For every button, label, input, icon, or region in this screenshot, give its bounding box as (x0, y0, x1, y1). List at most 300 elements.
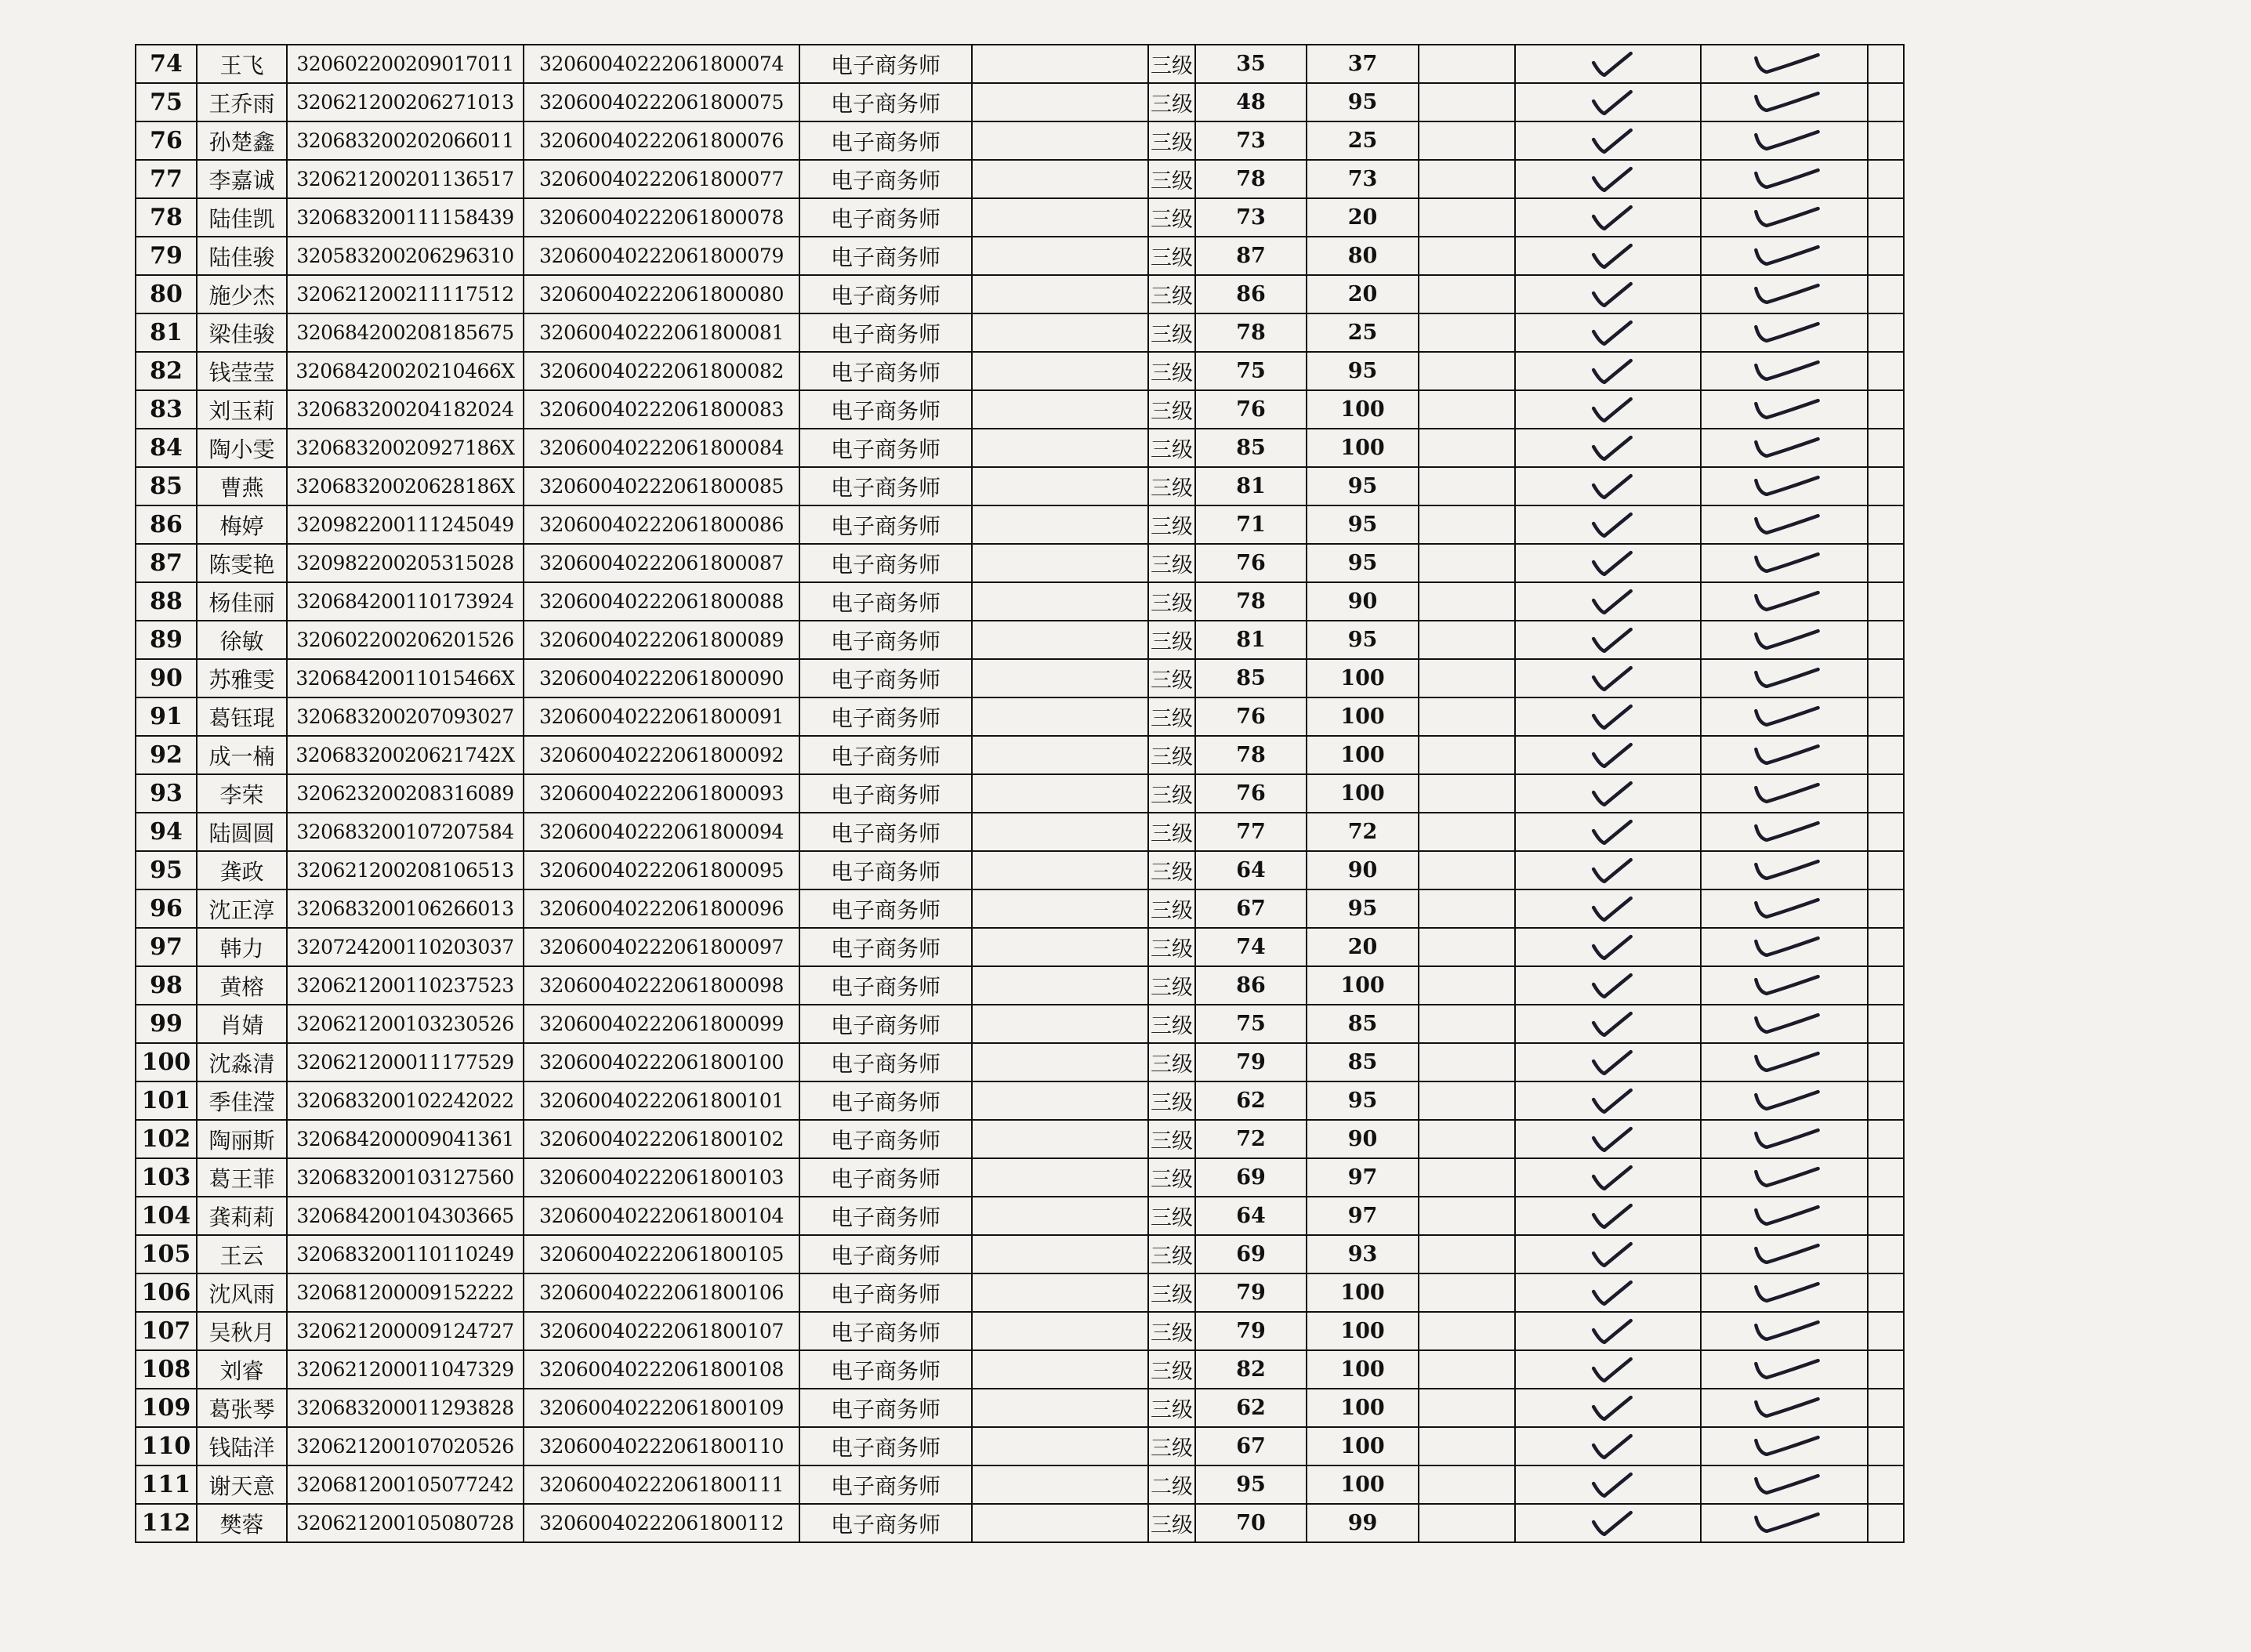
table-row (136, 1120, 1904, 1158)
skill-score-cell: 100 (1307, 390, 1419, 429)
check-cell (1515, 621, 1701, 659)
table-row (136, 1158, 1904, 1197)
handwritten-check-icon (1702, 45, 1867, 82)
check-cell (1515, 352, 1701, 390)
blank-cell (1868, 1235, 1904, 1273)
certificate-number-cell: 32060040222061800096 (524, 889, 799, 928)
check-cell (1701, 774, 1868, 813)
blank-cell (972, 1005, 1148, 1043)
check-cell (1701, 352, 1868, 390)
handwritten-check-icon (1702, 1082, 1867, 1119)
serial-number-cell: 81 (136, 313, 197, 352)
check-cell (1515, 1273, 1701, 1312)
check-cell (1515, 582, 1701, 621)
handwritten-check-icon (1702, 314, 1867, 351)
handwritten-check-icon (1702, 545, 1867, 581)
theory-score-cell: 69 (1195, 1235, 1307, 1273)
handwritten-check-icon (1516, 1466, 1700, 1503)
level-cell: 三级 (1148, 237, 1195, 275)
blank-cell (1419, 121, 1515, 160)
blank-cell (972, 390, 1148, 429)
theory-score-cell: 76 (1195, 774, 1307, 813)
theory-score-cell: 79 (1195, 1273, 1307, 1312)
occupation-cell: 电子商务师 (799, 198, 972, 237)
check-cell (1701, 697, 1868, 736)
serial-number-cell: 88 (136, 582, 197, 621)
theory-score-cell: 67 (1195, 1427, 1307, 1465)
blank-cell (1868, 851, 1904, 889)
blank-cell (1868, 1389, 1904, 1427)
serial-number-cell: 112 (136, 1504, 197, 1542)
theory-score-cell: 78 (1195, 582, 1307, 621)
skill-score-cell: 99 (1307, 1504, 1419, 1542)
name-cell: 葛王菲 (197, 1158, 287, 1197)
blank-cell (972, 1312, 1148, 1350)
blank-cell (1868, 1197, 1904, 1235)
id-number-cell: 320621200011177529 (287, 1043, 524, 1081)
certificate-number-cell: 32060040222061800110 (524, 1427, 799, 1465)
blank-cell (1419, 1158, 1515, 1197)
skill-score-cell: 100 (1307, 1389, 1419, 1427)
id-number-cell: 320621200110237523 (287, 966, 524, 1005)
table-row (136, 1043, 1904, 1081)
handwritten-check-icon (1702, 1121, 1867, 1157)
table-row (136, 1350, 1904, 1389)
name-cell: 陶丽斯 (197, 1120, 287, 1158)
table-row (136, 390, 1904, 429)
skill-score-cell: 95 (1307, 467, 1419, 505)
name-cell: 王云 (197, 1235, 287, 1273)
level-cell: 三级 (1148, 966, 1195, 1005)
certificate-number-cell: 32060040222061800080 (524, 275, 799, 313)
table-row (136, 697, 1904, 736)
level-cell: 三级 (1148, 1197, 1195, 1235)
name-cell: 陆佳凯 (197, 198, 287, 237)
certificate-number-cell: 32060040222061800091 (524, 697, 799, 736)
level-cell: 三级 (1148, 121, 1195, 160)
handwritten-check-icon (1516, 199, 1700, 236)
blank-cell (1419, 1389, 1515, 1427)
certificate-number-cell: 32060040222061800111 (524, 1465, 799, 1504)
blank-cell (972, 121, 1148, 160)
id-number-cell: 320683200202066011 (287, 121, 524, 160)
table-row (136, 45, 1904, 83)
table-row (136, 429, 1904, 467)
id-number-cell: 320602200206201526 (287, 621, 524, 659)
table-row (136, 275, 1904, 313)
name-cell: 曹燕 (197, 467, 287, 505)
check-cell (1701, 45, 1868, 83)
id-number-cell: 320621200105080728 (287, 1504, 524, 1542)
level-cell: 三级 (1148, 1235, 1195, 1273)
handwritten-check-icon (1702, 698, 1867, 735)
occupation-cell: 电子商务师 (799, 928, 972, 966)
handwritten-check-icon (1702, 506, 1867, 543)
id-number-cell: 320681200105077242 (287, 1465, 524, 1504)
certificate-number-cell: 32060040222061800093 (524, 774, 799, 813)
blank-cell (972, 697, 1148, 736)
serial-number-cell: 104 (136, 1197, 197, 1235)
blank-cell (1868, 1427, 1904, 1465)
id-number-cell: 320621200011047329 (287, 1350, 524, 1389)
blank-cell (1868, 390, 1904, 429)
certificate-number-cell: 32060040222061800100 (524, 1043, 799, 1081)
level-cell: 三级 (1148, 352, 1195, 390)
level-cell: 三级 (1148, 390, 1195, 429)
certificate-number-cell: 32060040222061800085 (524, 467, 799, 505)
level-cell: 三级 (1148, 313, 1195, 352)
table-row (136, 1427, 1904, 1465)
check-cell (1701, 1120, 1868, 1158)
handwritten-check-icon (1702, 813, 1867, 850)
name-cell: 沈淼清 (197, 1043, 287, 1081)
check-cell (1515, 45, 1701, 83)
check-cell (1515, 313, 1701, 352)
occupation-cell: 电子商务师 (799, 697, 972, 736)
blank-cell (972, 275, 1148, 313)
certificate-number-cell: 32060040222061800075 (524, 83, 799, 121)
serial-number-cell: 92 (136, 736, 197, 774)
serial-number-cell: 93 (136, 774, 197, 813)
check-cell (1701, 1235, 1868, 1273)
id-number-cell: 320684200009041361 (287, 1120, 524, 1158)
level-cell: 三级 (1148, 1312, 1195, 1350)
check-cell (1701, 1043, 1868, 1081)
blank-cell (1868, 505, 1904, 544)
id-number-cell: 320621200208106513 (287, 851, 524, 889)
blank-cell (972, 1081, 1148, 1120)
id-number-cell: 320683200103127560 (287, 1158, 524, 1197)
occupation-cell: 电子商务师 (799, 1043, 972, 1081)
handwritten-check-icon (1516, 545, 1700, 581)
check-cell (1701, 1273, 1868, 1312)
serial-number-cell: 77 (136, 160, 197, 198)
blank-cell (1868, 544, 1904, 582)
level-cell: 三级 (1148, 889, 1195, 928)
certificate-number-cell: 32060040222061800087 (524, 544, 799, 582)
id-number-cell: 32068420011015466X (287, 659, 524, 697)
handwritten-check-icon (1702, 84, 1867, 121)
blank-cell (1419, 467, 1515, 505)
check-cell (1515, 966, 1701, 1005)
blank-cell (1868, 1005, 1904, 1043)
serial-number-cell: 103 (136, 1158, 197, 1197)
skill-score-cell: 100 (1307, 1312, 1419, 1350)
occupation-cell: 电子商务师 (799, 352, 972, 390)
blank-cell (972, 45, 1148, 83)
blank-cell (1419, 390, 1515, 429)
theory-score-cell: 78 (1195, 313, 1307, 352)
check-cell (1701, 659, 1868, 697)
level-cell: 三级 (1148, 83, 1195, 121)
handwritten-check-icon (1702, 276, 1867, 313)
certificate-number-cell: 32060040222061800076 (524, 121, 799, 160)
theory-score-cell: 79 (1195, 1312, 1307, 1350)
handwritten-check-icon (1516, 583, 1700, 620)
handwritten-check-icon (1516, 967, 1700, 1004)
certificate-number-cell: 32060040222061800090 (524, 659, 799, 697)
table-row (136, 1197, 1904, 1235)
skill-score-cell: 95 (1307, 83, 1419, 121)
blank-cell (1868, 429, 1904, 467)
id-number-cell: 320683200111158439 (287, 198, 524, 237)
level-cell: 三级 (1148, 1081, 1195, 1120)
theory-score-cell: 74 (1195, 928, 1307, 966)
table-row (136, 544, 1904, 582)
handwritten-check-icon (1702, 1351, 1867, 1388)
blank-cell (972, 659, 1148, 697)
handwritten-check-icon (1516, 122, 1700, 159)
name-cell: 陈雯艳 (197, 544, 287, 582)
name-cell: 杨佳丽 (197, 582, 287, 621)
level-cell: 三级 (1148, 813, 1195, 851)
level-cell: 三级 (1148, 1043, 1195, 1081)
handwritten-check-icon (1702, 1236, 1867, 1273)
skill-score-cell: 95 (1307, 1081, 1419, 1120)
check-cell (1701, 1465, 1868, 1504)
name-cell: 葛钰琨 (197, 697, 287, 736)
blank-cell (1419, 352, 1515, 390)
blank-cell (972, 313, 1148, 352)
handwritten-check-icon (1516, 890, 1700, 927)
id-number-cell: 320621200107020526 (287, 1427, 524, 1465)
check-cell (1515, 160, 1701, 198)
certificate-number-cell: 32060040222061800094 (524, 813, 799, 851)
blank-cell (972, 1158, 1148, 1197)
blank-cell (1868, 697, 1904, 736)
table-row (136, 467, 1904, 505)
name-cell: 王乔雨 (197, 83, 287, 121)
theory-score-cell: 69 (1195, 1158, 1307, 1197)
handwritten-check-icon (1516, 1389, 1700, 1426)
occupation-cell: 电子商务师 (799, 237, 972, 275)
level-cell: 三级 (1148, 621, 1195, 659)
handwritten-check-icon (1702, 1197, 1867, 1234)
check-cell (1515, 1465, 1701, 1504)
certificate-number-cell: 32060040222061800098 (524, 966, 799, 1005)
table-row (136, 237, 1904, 275)
blank-cell (1868, 1158, 1904, 1197)
blank-cell (972, 1427, 1148, 1465)
serial-number-cell: 105 (136, 1235, 197, 1273)
check-cell (1515, 928, 1701, 966)
check-cell (1701, 621, 1868, 659)
blank-cell (972, 1043, 1148, 1081)
table-row (136, 1465, 1904, 1504)
name-cell: 成一楠 (197, 736, 287, 774)
blank-cell (1419, 1235, 1515, 1273)
theory-score-cell: 75 (1195, 352, 1307, 390)
check-cell (1515, 1120, 1701, 1158)
check-cell (1701, 160, 1868, 198)
theory-score-cell: 73 (1195, 198, 1307, 237)
skill-score-cell: 73 (1307, 160, 1419, 198)
check-cell (1515, 1427, 1701, 1465)
theory-score-cell: 78 (1195, 736, 1307, 774)
check-cell (1515, 505, 1701, 544)
blank-cell (1419, 45, 1515, 83)
skill-score-cell: 100 (1307, 1427, 1419, 1465)
check-cell (1701, 1005, 1868, 1043)
table-row (136, 1389, 1904, 1427)
blank-cell (1419, 1197, 1515, 1235)
serial-number-cell: 83 (136, 390, 197, 429)
blank-cell (1419, 736, 1515, 774)
level-cell: 三级 (1148, 582, 1195, 621)
blank-cell (1868, 467, 1904, 505)
certificate-number-cell: 32060040222061800074 (524, 45, 799, 83)
handwritten-check-icon (1702, 852, 1867, 889)
check-cell (1701, 1158, 1868, 1197)
name-cell: 孙楚鑫 (197, 121, 287, 160)
blank-cell (1868, 237, 1904, 275)
handwritten-check-icon (1516, 161, 1700, 197)
level-cell: 三级 (1148, 467, 1195, 505)
skill-score-cell: 100 (1307, 429, 1419, 467)
table-row (136, 582, 1904, 621)
certificate-number-cell: 32060040222061800102 (524, 1120, 799, 1158)
check-cell (1701, 390, 1868, 429)
blank-cell (972, 467, 1148, 505)
handwritten-check-icon (1516, 813, 1700, 850)
blank-cell (1419, 813, 1515, 851)
blank-cell (1419, 966, 1515, 1005)
check-cell (1515, 544, 1701, 582)
certificate-number-cell: 32060040222061800107 (524, 1312, 799, 1350)
name-cell: 季佳滢 (197, 1081, 287, 1120)
occupation-cell: 电子商务师 (799, 813, 972, 851)
theory-score-cell: 82 (1195, 1350, 1307, 1389)
occupation-cell: 电子商务师 (799, 1235, 972, 1273)
blank-cell (1419, 851, 1515, 889)
check-cell (1515, 1158, 1701, 1197)
blank-cell (972, 429, 1148, 467)
certificate-number-cell: 32060040222061800078 (524, 198, 799, 237)
handwritten-check-icon (1516, 621, 1700, 658)
table-row (136, 313, 1904, 352)
theory-score-cell: 62 (1195, 1081, 1307, 1120)
name-cell: 李嘉诚 (197, 160, 287, 198)
blank-cell (1419, 1005, 1515, 1043)
handwritten-check-icon (1516, 353, 1700, 389)
handwritten-check-icon (1702, 391, 1867, 428)
occupation-cell: 电子商务师 (799, 1081, 972, 1120)
name-cell: 龚莉莉 (197, 1197, 287, 1235)
name-cell: 葛张琴 (197, 1389, 287, 1427)
level-cell: 三级 (1148, 1120, 1195, 1158)
level-cell: 三级 (1148, 1504, 1195, 1542)
skill-score-cell: 85 (1307, 1005, 1419, 1043)
check-cell (1515, 467, 1701, 505)
table-row (136, 1235, 1904, 1273)
check-cell (1515, 237, 1701, 275)
level-cell: 三级 (1148, 1158, 1195, 1197)
name-cell: 钱莹莹 (197, 352, 287, 390)
handwritten-check-icon (1516, 1274, 1700, 1311)
skill-score-cell: 100 (1307, 1273, 1419, 1312)
blank-cell (1868, 966, 1904, 1005)
blank-cell (1419, 697, 1515, 736)
check-cell (1701, 1427, 1868, 1465)
level-cell: 三级 (1148, 1350, 1195, 1389)
serial-number-cell: 87 (136, 544, 197, 582)
serial-number-cell: 101 (136, 1081, 197, 1120)
certificate-number-cell: 32060040222061800081 (524, 313, 799, 352)
blank-cell (972, 1197, 1148, 1235)
theory-score-cell: 76 (1195, 544, 1307, 582)
check-cell (1701, 889, 1868, 928)
blank-cell (1868, 1504, 1904, 1542)
name-cell: 韩力 (197, 928, 287, 966)
name-cell: 李荣 (197, 774, 287, 813)
id-number-cell: 320683200207093027 (287, 697, 524, 736)
check-cell (1701, 928, 1868, 966)
blank-cell (972, 813, 1148, 851)
blank-cell (972, 774, 1148, 813)
blank-cell (972, 160, 1148, 198)
blank-cell (1868, 774, 1904, 813)
table-row (136, 121, 1904, 160)
theory-score-cell: 62 (1195, 1389, 1307, 1427)
certificate-number-cell: 32060040222061800095 (524, 851, 799, 889)
certificate-number-cell: 32060040222061800079 (524, 237, 799, 275)
skill-score-cell: 25 (1307, 121, 1419, 160)
handwritten-check-icon (1702, 660, 1867, 697)
id-number-cell: 320683200102242022 (287, 1081, 524, 1120)
occupation-cell: 电子商务师 (799, 736, 972, 774)
skill-score-cell: 20 (1307, 198, 1419, 237)
serial-number-cell: 90 (136, 659, 197, 697)
blank-cell (1868, 45, 1904, 83)
blank-cell (1868, 928, 1904, 966)
handwritten-check-icon (1516, 468, 1700, 505)
table-row (136, 1504, 1904, 1542)
blank-cell (1419, 83, 1515, 121)
blank-cell (1419, 1465, 1515, 1504)
check-cell (1701, 736, 1868, 774)
theory-score-cell: 79 (1195, 1043, 1307, 1081)
blank-cell (1419, 275, 1515, 313)
level-cell: 三级 (1148, 851, 1195, 889)
id-number-cell: 320683200110110249 (287, 1235, 524, 1273)
name-cell: 黄榕 (197, 966, 287, 1005)
id-number-cell: 32068420020210466X (287, 352, 524, 390)
blank-cell (972, 352, 1148, 390)
theory-score-cell: 95 (1195, 1465, 1307, 1504)
handwritten-check-icon (1516, 84, 1700, 121)
certificate-number-cell: 32060040222061800086 (524, 505, 799, 544)
occupation-cell: 电子商务师 (799, 544, 972, 582)
name-cell: 陆佳骏 (197, 237, 287, 275)
blank-cell (1868, 582, 1904, 621)
blank-cell (1868, 813, 1904, 851)
certificate-number-cell: 32060040222061800104 (524, 1197, 799, 1235)
skill-score-cell: 93 (1307, 1235, 1419, 1273)
check-cell (1701, 1312, 1868, 1350)
serial-number-cell: 106 (136, 1273, 197, 1312)
theory-score-cell: 77 (1195, 813, 1307, 851)
handwritten-check-icon (1516, 1351, 1700, 1388)
serial-number-cell: 91 (136, 697, 197, 736)
occupation-cell: 电子商务师 (799, 1389, 972, 1427)
blank-cell (1419, 313, 1515, 352)
serial-number-cell: 76 (136, 121, 197, 160)
level-cell: 三级 (1148, 1427, 1195, 1465)
blank-cell (1419, 1312, 1515, 1350)
id-number-cell: 320621200211117512 (287, 275, 524, 313)
check-cell (1701, 83, 1868, 121)
level-cell: 三级 (1148, 697, 1195, 736)
